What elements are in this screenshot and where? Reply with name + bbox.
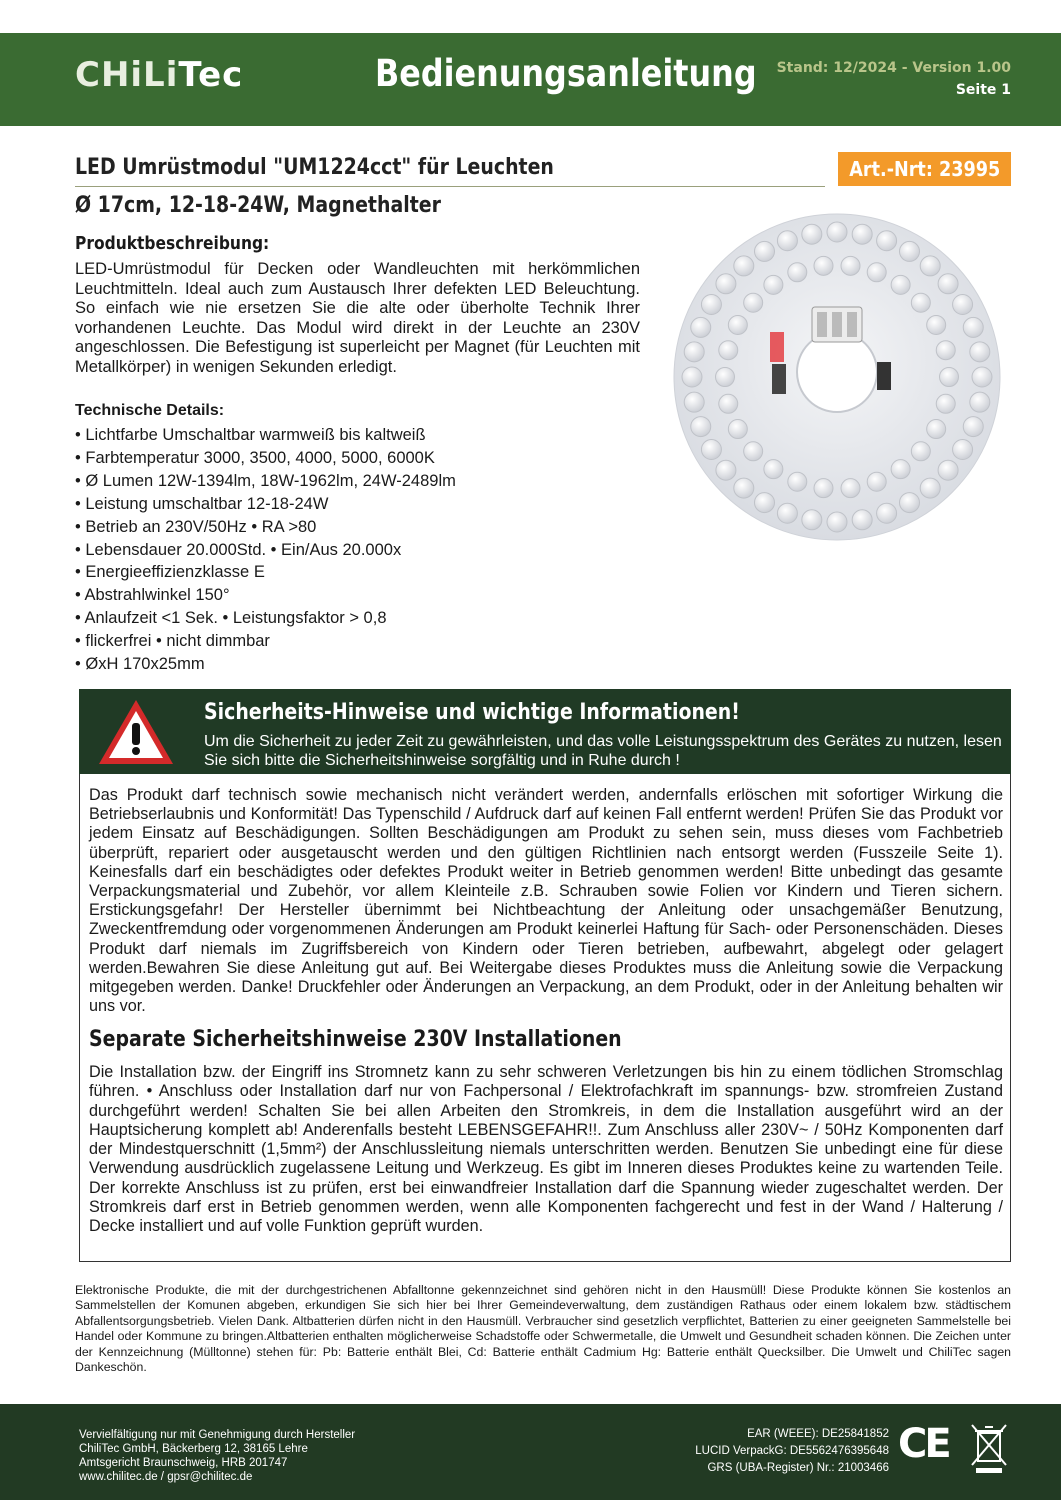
- version-label: Stand: 12/2024 - Version 1.00: [776, 60, 1011, 76]
- led-lens: [920, 478, 940, 498]
- footer-line: GRS (UBA-Register) Nr.: 21003466: [707, 1462, 889, 1474]
- led-lens: [940, 368, 959, 387]
- list-item: • Abstrahlwinkel 150°: [75, 586, 230, 605]
- led-lens: [755, 493, 775, 513]
- footer-company-info: [79, 1428, 355, 1484]
- footer-line: Amtsgericht Braunschweig, HRB 201747: [79, 1457, 288, 1469]
- led-lens: [891, 275, 910, 294]
- led-lens: [728, 420, 747, 439]
- led-lens: [728, 315, 747, 334]
- led-lens: [777, 503, 797, 523]
- led-lens: [927, 315, 946, 334]
- list-item: • Lichtfarbe Umschaltbar warmweiß bis kaltweiß: [75, 426, 426, 444]
- list-item: • Farbtemperatur 3000, 3500, 4000, 5000, 6000K: [75, 448, 435, 467]
- list-item: • flickerfrei • nicht dimmbar: [75, 632, 270, 651]
- led-lens: [691, 417, 711, 437]
- led-lens: [827, 512, 847, 532]
- led-lens: [920, 256, 940, 276]
- safety-title: Sicherheits-Hinweise und wichtige Informationen!: [204, 700, 740, 725]
- led-lens: [970, 342, 990, 362]
- led-lens: [755, 241, 775, 261]
- led-lens: [972, 367, 992, 387]
- led-lens: [744, 293, 763, 312]
- led-lens: [911, 293, 930, 312]
- led-lens: [788, 263, 807, 282]
- description-text: LED-Umrüstmodul für Decken oder Wandleuchten mit herkömmlichen Leuchtmitteln. Ideal auch zum Austausch Ihrer defekten LED Beleuchtung. So einfach wie nie ersetzen Sie die alte oder überholte Technik Ihrer vorhandenen Leuchte. Das Modul wird direkt in der Leuchte an 230V angeschlossen. Die Befestigung ist superleicht per Magnet (für Leuchten mit Metallkörper) in wenigen Sekunden erledigt.: [75, 260, 640, 376]
- led-lens: [719, 341, 738, 360]
- led-lens: [734, 256, 754, 276]
- led-lens: [877, 231, 897, 251]
- led-lens: [734, 478, 754, 498]
- led-lens: [802, 510, 822, 530]
- footer-line: ChiliTec GmbH, Bäckerberg 12, 38165 Lehre: [79, 1443, 308, 1455]
- led-lens: [841, 256, 860, 275]
- list-item: • Anlaufzeit <1 Sek. • Leistungsfaktor > 0,8: [75, 609, 387, 628]
- led-lens: [841, 479, 860, 498]
- led-lens: [719, 394, 738, 413]
- chilitec-logo: [75, 55, 243, 95]
- led-lens: [701, 440, 721, 460]
- led-lens: [802, 224, 822, 244]
- product-title: LED Umrüstmodul "UM1224cct" für Leuchten: [75, 155, 554, 180]
- list-item: • ØxH 170x25mm: [75, 655, 205, 674]
- led-lens: [716, 274, 736, 294]
- article-number-badge: [838, 152, 1011, 186]
- installation-heading: Separate Sicherheitshinweise 230V Installationen: [89, 1027, 622, 1052]
- footer-registrations: [695, 1426, 889, 1477]
- safety-subtitle: Um die Sicherheit zu jeder Zeit zu gewährleisten, und das volle Leistungsspektrum des Gerätes zu nutzen, lesen Sie sich bitte die Sicherheitshinweise sorgfältig und in Ruhe durch !: [204, 733, 1002, 769]
- footer-line: EAR (WEEE): DE25841852: [747, 1428, 889, 1440]
- led-module-photo: [672, 212, 1002, 542]
- ce-mark-icon: CE: [898, 1421, 949, 1467]
- led-lens: [682, 367, 702, 387]
- product-subtitle: Ø 17cm, 12-18-24W, Magnethalter: [75, 193, 441, 218]
- technical-list: [75, 424, 456, 676]
- title-divider: [75, 186, 825, 187]
- led-lens: [900, 493, 920, 513]
- led-lens: [827, 222, 847, 242]
- led-lens: [938, 460, 958, 480]
- disposal-text: Elektronische Produkte, die mit der durchgestrichenen Abfalltonne gekennzeichnet sind gehören nicht in den Hausmüll! Diese Produkte können Sie kostenlos an Sammelstellen der Komunen abgeben, erkundigen Sie sich hier bei Ihrer Gemeindeverwaltung, dem zuständigen Rathaus oder einem lokalem bzw. städtischem Abfallentsorgungsbetrieb. Vielen Dank. Altbatterien dürfen nicht in den Hausmüll. Verbraucher sind gesetzlich verpflichtet, Batterien zu einer geeigneten Sammelstelle bei Handel oder Kommune zu bringen.Altbatterien enthalten möglicherweise Schadstoffe oder Schwermetalle, die Umwelt und Gesundheit schaden können. Die Zeichen unter der Kennzeichnung (Mülltonne) stehen für: Pb: Batterie enthält Blei, Cd: Batterie enthält Cadmium Hg: Batterie enthält Quecksilber. Die Umwelt und ChiliTec sagen Dankeschön.: [75, 1283, 1011, 1375]
- led-lens: [877, 503, 897, 523]
- description-heading: Produktbeschreibung:: [75, 233, 270, 254]
- led-lens: [963, 317, 983, 337]
- list-item: • Leistung umschaltbar 12-18-24W: [75, 494, 329, 513]
- led-lens: [814, 479, 833, 498]
- led-lens: [684, 392, 704, 412]
- led-lens: [963, 417, 983, 437]
- led-lens: [777, 231, 797, 251]
- led-lens: [716, 460, 736, 480]
- led-lens: [936, 394, 955, 413]
- led-lens: [891, 460, 910, 479]
- footer-line: LUCID VerpackG: DE5562476395648: [695, 1445, 889, 1457]
- article-number: Art.-Nrt: 23995: [849, 157, 1000, 181]
- page-number: Seite 1: [955, 82, 1011, 98]
- led-lens: [744, 442, 763, 461]
- footer-line: www.chilitec.de / gpsr@chilitec.de: [79, 1471, 253, 1483]
- led-lens: [814, 256, 833, 275]
- list-item: • Betrieb an 230V/50Hz • RA >80: [75, 517, 317, 536]
- led-lens: [788, 472, 807, 491]
- led-lens: [953, 295, 973, 315]
- technical-heading: Technische Details:: [75, 402, 225, 419]
- led-lens: [684, 342, 704, 362]
- led-lens: [900, 241, 920, 261]
- led-lens: [691, 317, 711, 337]
- logo-text-tec: Tec: [178, 55, 244, 95]
- document-title: Bedienungsanleitung: [375, 52, 757, 95]
- led-lens: [867, 263, 886, 282]
- led-lens: [927, 420, 946, 439]
- led-lens: [953, 440, 973, 460]
- footer-line: Vervielfältigung nur mit Genehmigung durch Hersteller: [79, 1429, 356, 1441]
- list-item: • Lebensdauer 20.000Std. • Ein/Aus 20.000x: [75, 540, 402, 559]
- logo-text-chili: CHiLi: [75, 55, 179, 95]
- led-lens: [852, 510, 872, 530]
- safety-text: Das Produkt darf technisch sowie mechanisch nicht verändert werden, andernfalls erlöschen mit sofortiger Wirkung die Betriebserlaubnis und Konformität! Das Typenschild / Aufdruck darf auf keinen Fall entfernt werden! Prüfen Sie das Produkt vor jedem Einsatz auf Beschädigungen. Sollten Beschädigungen am Produkt zu sehen sein, muss dieses vom Fachbetrieb überprüft, repariert oder ausgetauscht werden und den gültigen Richtlinien nach entsorgt werden (Fusszeile Seite 1). Keinesfalls darf ein beschädigtes oder defektes Produkt weiter in Betrieb genommen werden! Bitte unbedingt das gesamte Verpackungsmaterial und Zubehör, vor allem Kleinteile z.B. Schrauben sowie Folien vor Kindern und Tieren sichern. Erstickungsgefahr! Der Hersteller übernimmt bei Nichtbeachtung der Anleitung oder unsachgemäßer Benutzung, Zweckentfremdung oder vorgenommenen Änderungen am Produkt keinerlei Haftung für Sach- oder Personenschäden. Dieses Produkt darf niemals im Zugriffsbereich von Kindern oder Tieren betrieben, aufbewahrt, abgelegt oder gelagert werden.Bewahren Sie diese Anleitung gut auf. Bei Weitergabe dieses Produktes muss die Anleitung sowie die Verpackung mitgegeben werden. Danke! Druckfehler oder Änderungen an Verpackung, an dem Produkt, oder in der Anleitung behalten wir uns vor.: [89, 786, 1003, 1016]
- warning-triangle-icon: [96, 697, 176, 767]
- led-lens: [867, 472, 886, 491]
- installation-text: Die Installation bzw. der Eingriff ins Stromnetz kann zu sehr schweren Verletzungen bis hin zu einem tödlichen Stromschlag führen. • Anschluss oder Installation darf nur von Fachpersonal / Elektrofachkraft im spannungs- bzw. stromfreien Zustand durchgeführt werden! Schalten Sie bei allen Arbeiten den Stromkreis, in dem die Installation ausgeführt wird an der Hauptsicherung komplett ab! Anderenfalls besteht LEBENSGEFAHR!!. Zum Anschluss aller 230V~ / 50Hz Komponenten darf der Mindestquerschnitt (1,5mm²) der Anschlussleitung niemals unterschritten werden. Benutzen Sie unbedingt eine für diese Verwendung ausdrücklich zugelassene Leitung und Werkzeug. Es gibt im Inneren dieses Produktes keine zu wartenden Teile. Der korrekte Anschluss ist zu prüfen, erst bei einwandfreier Installation darf die Spannung wieder zugeschaltet werden. Der Stromkreis darf erst in Betrieb genommen werden, wenn alle Komponenten fachgerecht und fest in der Wand / Halterung / Decke installiert und auf volle Funktion geprüft wurden.: [89, 1063, 1003, 1236]
- led-lens: [938, 274, 958, 294]
- led-lens: [852, 224, 872, 244]
- led-lens: [764, 460, 783, 479]
- list-item: • Energieeffizienzklasse E: [75, 563, 265, 582]
- led-lens: [716, 368, 735, 387]
- led-lens: [970, 392, 990, 412]
- led-lens: [936, 341, 955, 360]
- led-lens: [764, 275, 783, 294]
- list-item: • Ø Lumen 12W-1394lm, 18W-1962lm, 24W-2489lm: [75, 471, 456, 490]
- crossed-bin-icon: [968, 1421, 1010, 1475]
- led-lens: [911, 442, 930, 461]
- led-lens: [701, 295, 721, 315]
